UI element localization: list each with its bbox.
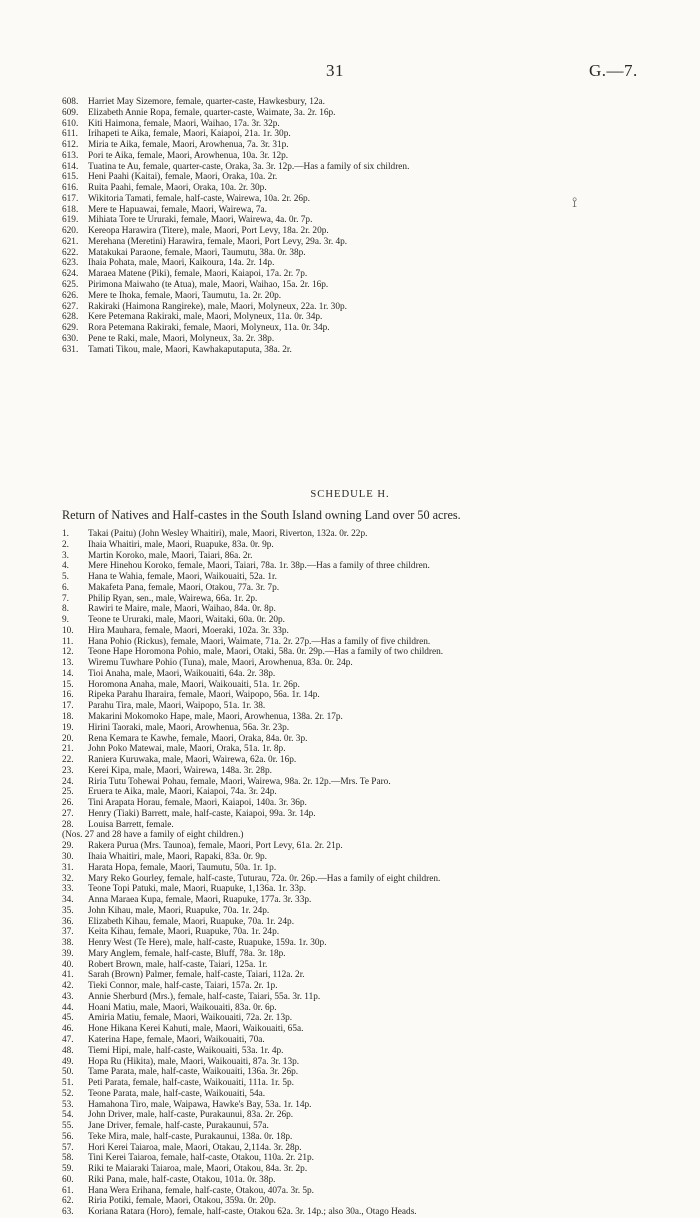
entry-text: Mary Reko Gourley, female, half-caste, Tuturau, 72a. 0r. 26p.—Has a family of eight children. (88, 873, 441, 884)
first-entry-list (62, 97, 662, 355)
entry-text: Elizabeth Kihau, female, Maori, Ruapuke, 70a. 1r. 24p. (88, 916, 295, 927)
entry-text: Horomona Anaha, male, Maori, Waikouaiti, 51a. 1r. 26p. (88, 679, 300, 690)
list-item (62, 1143, 662, 1154)
entry-number: 630. (62, 333, 79, 344)
entry-text: Pirimona Maiwaho (te Atua), male, Maori, Waihao, 15a. 2r. 16p. (88, 280, 329, 291)
entry-text: Kerei Kipa, male, Maori, Wairewa, 148a. 3r. 28p. (88, 765, 272, 776)
entry-text: Philip Ryan, sen., male, Wairewa, 66a. 1r. 2p. (88, 593, 258, 604)
entry-text: Kereopa Harawira (Titere), male, Maori, Port Levy, 18a. 2r. 20p. (88, 226, 329, 237)
list-item (62, 1196, 662, 1207)
entry-number: 29. (62, 841, 74, 852)
entry-text: John Driver, male, half-caste, Purakaunui, 83a. 2r. 26p. (88, 1110, 294, 1121)
schedule-heading: SCHEDULE H. (310, 489, 390, 500)
entry-number: 24. (62, 776, 74, 787)
list-item (62, 874, 662, 885)
list-item (62, 172, 662, 183)
list-item (62, 119, 662, 130)
entry-number: 41. (62, 970, 74, 981)
list-item (62, 766, 662, 777)
entry-text: Hana te Wahia, female, Maori, Waikouaiti, 52a. 1r. (88, 572, 277, 583)
entry-text: Peti Parata, female, half-caste, Waikouaiti, 111a. 1r. 5p. (88, 1078, 294, 1089)
entry-text: Mere te Hapuawai, female, Maori, Wairewa, 7a. (88, 204, 267, 215)
list-item (62, 529, 662, 540)
entry-text: Hone Hikana Kerei Kahuti, male, Maori, Waikouaiti, 65a. (88, 1024, 304, 1035)
entry-number: 31. (62, 862, 74, 873)
entry-text: Pene te Raki, male, Maori, Molyneux, 3a. 2r. 38p. (88, 333, 275, 344)
list-item (62, 1024, 662, 1035)
list-item (62, 1110, 662, 1121)
list-item (62, 680, 662, 691)
list-item (62, 626, 662, 637)
list-item (62, 312, 662, 323)
entry-number: 27. (62, 808, 74, 819)
list-item (62, 970, 662, 981)
list-item (62, 572, 662, 583)
list-item (62, 927, 662, 938)
list-item (62, 777, 662, 788)
list-item (62, 949, 662, 960)
entry-text: Harata Hopa, female, Maori, Taumutu, 50a. 1r. 1p. (88, 862, 277, 873)
entry-text: Teone Topi Patuki, male, Maori, Ruapuke, 1,136a. 1r. 33p. (88, 884, 306, 895)
entry-text: Mary Anglem, female, half-caste, Bluff, 78a. 3r. 18p. (88, 948, 286, 959)
entry-text: Raniera Kuruwaka, male, Maori, Wairewa, 62a. 0r. 16p. (88, 755, 297, 766)
entry-text: Ruita Paahi, female, Maori, Oraka, 10a. 2r. 30p. (88, 183, 267, 194)
list-item (62, 561, 662, 572)
list-item (62, 215, 662, 226)
list-item (62, 540, 662, 551)
list-item (62, 820, 662, 831)
entry-number: 627. (62, 301, 79, 312)
entry-text: Hoani Matiu, male, Maori, Waikouaiti, 83a. 0r. 6p. (88, 1002, 277, 1013)
entry-text: (Nos. 27 and 28 have a family of eight children.) (62, 830, 244, 841)
entry-text: Mihiata Tore te Ururaki, female, Maori, Wairewa, 4a. 0r. 7p. (88, 215, 313, 226)
entry-number: 608. (62, 97, 79, 107)
entry-text: Hana Pohio (Rickus), female, Maori, Waimate, 71a. 2r. 27p.—Has a family of five children. (88, 636, 431, 647)
entry-text: Jane Driver, female, half-caste, Purakaunui, 57a. (88, 1121, 269, 1132)
entry-number: 15. (62, 679, 74, 690)
entry-number: 52. (62, 1088, 74, 1099)
entry-text: Mere Hinehou Koroko, female, Maori, Taiari, 78a. 1r. 38p.—Has a family of three children. (88, 561, 430, 572)
entry-number: 40. (62, 959, 74, 970)
entry-number: 25. (62, 787, 74, 798)
entry-number: 18. (62, 712, 74, 723)
entry-number: 8. (62, 604, 69, 615)
list-item (62, 248, 662, 259)
list-item (62, 151, 662, 162)
entry-number: 609. (62, 107, 79, 118)
entry-number: 9. (62, 615, 69, 626)
entry-text: Eruera te Aika, male, Maori, Kaiapoi, 74a. 3r. 24p. (88, 787, 277, 798)
list-item (62, 1207, 662, 1218)
entry-number: 617. (62, 193, 79, 204)
entry-number: 629. (62, 323, 79, 334)
list-item (62, 1057, 662, 1068)
list-item (62, 647, 662, 658)
entry-number: 613. (62, 150, 79, 161)
entry-text: Miria te Aika, female, Maori, Arowhenua, 7a. 3r. 31p. (88, 140, 289, 151)
entry-text: Hopa Ru (Hikita), male, Maori, Waikouaiti, 87a. 3r. 13p. (88, 1056, 300, 1067)
entry-text: Amiria Matiu, female, Maori, Waikouaiti, 72a. 2r. 13p. (88, 1013, 293, 1024)
entry-text: Tiemi Hipi, male, half-caste, Waikouaiti, 53a. 1r. 4p. (88, 1045, 284, 1056)
entry-text: Wiremu Tuwhare Pohio (Tuna), male, Maori, Arowhenua, 83a. 0r. 24p. (88, 658, 353, 669)
entry-text: Hori Kerei Taiaroa, male, Maori, Otakau, 2,114a. 3r. 28p. (88, 1142, 302, 1153)
entry-text: John Poko Matewai, male, Maori, Oraka, 51a. 1r. 8p. (88, 744, 286, 755)
entry-number: 610. (62, 118, 79, 129)
entry-text: Rakiraki (Haimona Rangireke), male, Maori, Molyneux, 22a. 1r. 30p. (88, 301, 347, 312)
entry-text: Ihaia Pohata, male, Maori, Kaikoura, 14a. 2r. 14p. (88, 258, 275, 269)
list-item (62, 1153, 662, 1164)
list-item (62, 237, 662, 248)
entry-number: 1. (62, 529, 69, 539)
list-item (62, 269, 662, 280)
list-item (62, 345, 662, 356)
list-item (62, 97, 662, 108)
entry-number: 54. (62, 1110, 74, 1121)
list-item (62, 1067, 662, 1078)
entry-number: 623. (62, 258, 79, 269)
entry-text: Pori te Aika, female, Maori, Arowhenua, 10a. 3r. 12p. (88, 150, 289, 161)
entry-number: 5. (62, 572, 69, 583)
list-item (62, 701, 662, 712)
entry-text: Teone te Ururaki, male, Maori, Waitaki, 60a. 0r. 20p. (88, 615, 285, 626)
entry-number: 37. (62, 927, 74, 938)
entry-number: 61. (62, 1185, 74, 1196)
entry-number: 28. (62, 819, 74, 830)
list-item (62, 129, 662, 140)
entry-number: 36. (62, 916, 74, 927)
entry-number: 47. (62, 1034, 74, 1045)
entry-number: 3. (62, 550, 69, 561)
list-item (62, 895, 662, 906)
list-item (62, 334, 662, 345)
entry-number: 26. (62, 798, 74, 809)
list-item (62, 140, 662, 151)
entry-text: Sarah (Brown) Palmer, female, half-caste, Taiari, 112a. 2r. (88, 970, 305, 981)
list-item (62, 604, 662, 615)
entry-text: Riria Potiki, female, Maori, Otakou, 359a. 0r. 20p. (88, 1196, 276, 1207)
entry-number: 21. (62, 744, 74, 755)
entry-number: 53. (62, 1099, 74, 1110)
entry-text: Tuatina te Au, female, quarter-caste, Oraka, 3a. 3r. 12p.—Has a family of six children. (88, 161, 410, 172)
entry-text: Tamati Tikou, male, Maori, Kawhakaputaputa, 38a. 2r. (88, 344, 292, 355)
entry-text: Rora Petemana Rakiraki, female, Maori, Molyneux, 11a. 0r. 34p. (88, 323, 330, 334)
entry-text: Riria Tutu Tohewai Pohau, female, Maori, Wairewa, 98a. 2r. 12p.—Mrs. Te Paro. (88, 776, 391, 787)
entry-number: 50. (62, 1067, 74, 1078)
entry-text: Mere te Ihoka, female, Maori, Taumutu, 1a. 2r. 20p. (88, 290, 282, 301)
entry-number: 23. (62, 765, 74, 776)
margin-mark-icon: ⟟ (572, 195, 578, 211)
entry-number: 614. (62, 161, 79, 172)
entry-text: Martin Koroko, male, Maori, Taiari, 86a. 2r. (88, 550, 253, 561)
list-item (62, 658, 662, 669)
list-item (62, 637, 662, 648)
list-item (62, 1035, 662, 1046)
list-item (62, 734, 662, 745)
list-item (62, 938, 662, 949)
entry-text: Henry West (Te Here), male, half-caste, Ruapuke, 159a. 1r. 30p. (88, 938, 327, 949)
list-item (62, 1013, 662, 1024)
entry-text: Makafeta Pana, female, Maori, Otakou, 77a. 3r. 7p. (88, 582, 280, 593)
list-item (62, 787, 662, 798)
entry-text: Parahu Tira, male, Maori, Waipopo, 51a. 1r. 38. (88, 701, 266, 712)
list-item (62, 841, 662, 852)
entry-number: 42. (62, 981, 74, 992)
entry-text: Katerina Hape, female, Maori, Waikouaiti, 70a. (88, 1034, 265, 1045)
list-item (62, 1078, 662, 1089)
entry-text: Tame Parata, male, half-caste, Waikouaiti, 136a. 3r. 26p. (88, 1067, 299, 1078)
return-heading: Return of Natives and Half-castes in the South Island owning Land over 50 acres. (62, 508, 461, 522)
entry-number: 615. (62, 172, 79, 183)
entry-number: 612. (62, 140, 79, 151)
entry-text: Ihaia Whaitiri, male, Maori, Ruapuke, 83a. 0r. 9p. (88, 539, 274, 550)
list-item (62, 1003, 662, 1014)
entry-text: John Kihau, male, Maori, Ruapuke, 70a. 1r. 24p. (88, 905, 270, 916)
list-item (62, 1186, 662, 1197)
entry-number: 622. (62, 247, 79, 258)
entry-text: Tini Kerei Taiaroa, female, half-caste, Otakou, 110a. 2r. 21p. (88, 1153, 314, 1164)
list-item (62, 1164, 662, 1175)
entry-number: 4. (62, 561, 69, 572)
entry-text: Harriet May Sizemore, female, quarter-caste, Hawkesbury, 12a. (88, 97, 325, 107)
entry-number: 16. (62, 690, 74, 701)
list-item (62, 551, 662, 562)
entry-text: Tioi Anaha, male, Maori, Waikouaiti, 64a. 2r. 38p. (88, 668, 276, 679)
entry-text: Wikitoria Tamati, female, half-caste, Wairewa, 10a. 2r. 26p. (88, 193, 310, 204)
list-item (62, 830, 662, 841)
entry-text: Hirini Taoraki, male, Maori, Arowhenua, 56a. 3r. 23p. (88, 722, 290, 733)
list-item (62, 615, 662, 626)
list-item (62, 981, 662, 992)
list-item (62, 594, 662, 605)
list-item (62, 960, 662, 971)
entry-text: Hamahona Tiro, male, Waipawa, Hawke's Bay, 53a. 1r. 14p. (88, 1099, 312, 1110)
list-item (62, 1089, 662, 1100)
entry-text: Tini Arapata Horau, female, Maori, Kaiapoi, 140a. 3r. 36p. (88, 798, 307, 809)
entry-number: 48. (62, 1045, 74, 1056)
entry-text: Rena Kemara te Kawhe, female, Maori, Oraka, 84a. 0r. 3p. (88, 733, 308, 744)
list-item (62, 1132, 662, 1143)
entry-text: Kiti Haimona, female, Maori, Waihao, 17a. 3r. 32p. (88, 118, 280, 129)
entry-number: 45. (62, 1013, 74, 1024)
list-item (62, 302, 662, 313)
entry-number: 51. (62, 1078, 74, 1089)
entry-number: 631. (62, 344, 79, 355)
entry-number: 619. (62, 215, 79, 226)
entry-number: 19. (62, 722, 74, 733)
list-item (62, 917, 662, 928)
entry-number: 14. (62, 668, 74, 679)
list-item (62, 1121, 662, 1132)
list-item (62, 712, 662, 723)
entry-number: 39. (62, 948, 74, 959)
entry-text: Henry (Tiaki) Barrett, male, half-caste, Kaiapoi, 99a. 3r. 14p. (88, 808, 316, 819)
entry-number: 32. (62, 873, 74, 884)
list-item (62, 1175, 662, 1186)
entry-text: Matakukai Paraone, female, Maori, Taumutu, 38a. 0r. 38p. (88, 247, 306, 258)
list-item (62, 1100, 662, 1111)
list-item (62, 755, 662, 766)
list-item (62, 226, 662, 237)
list-item (62, 906, 662, 917)
entry-number: 621. (62, 236, 79, 247)
entry-text: Heni Paahi (Kaitai), female, Maori, Oraka, 10a. 2r. (88, 172, 278, 183)
entry-text: Robert Brown, male, half-caste, Taiari, 125a. 1r. (88, 959, 268, 970)
entry-number: 624. (62, 269, 79, 280)
entry-text: Makarini Mokomoko Hape, male, Maori, Arowhenua, 138a. 2r. 17p. (88, 712, 343, 723)
entry-text: Elizabeth Annie Ropa, female, quarter-caste, Waimate, 3a. 2r. 16p. (88, 107, 336, 118)
entry-number: 43. (62, 991, 74, 1002)
entry-text: Ripeka Parahu Iharaira, female, Maori, Waipopo, 56a. 1r. 14p. (88, 690, 320, 701)
entry-number: 13. (62, 658, 74, 669)
entry-text: Riki Pana, male, half-caste, Otakou, 101a. 0r. 38p. (88, 1174, 276, 1185)
list-item (62, 183, 662, 194)
entry-number: 10. (62, 625, 74, 636)
entry-text: Keita Kihau, female, Maori, Ruapuke, 70a. 1r. 24p. (88, 927, 280, 938)
list-item (62, 798, 662, 809)
entry-number: 60. (62, 1174, 74, 1185)
list-item (62, 323, 662, 334)
entry-text: Riki te Maiaraki Taiaroa, male, Maori, Otakou, 84a. 3r. 2p. (88, 1164, 308, 1175)
list-item (62, 108, 662, 119)
list-item (62, 583, 662, 594)
entry-number: 17. (62, 701, 74, 712)
entry-number: 63. (62, 1207, 74, 1218)
list-item (62, 744, 662, 755)
entry-number: 46. (62, 1024, 74, 1035)
list-item (62, 723, 662, 734)
entry-number: 12. (62, 647, 74, 658)
entry-text: Louisa Barrett, female. (88, 819, 174, 830)
list-item (62, 863, 662, 874)
entry-text: Merehana (Meretini) Harawira, female, Maori, Port Levy, 29a. 3r. 4p. (88, 236, 348, 247)
entry-text: Ihaia Whaitiri, male, Maori, Rapaki, 83a. 0r. 9p. (88, 851, 268, 862)
entry-text: Tieki Connor, male, half-caste, Taiari, 157a. 2r. 1p. (88, 981, 278, 992)
entry-number: 62. (62, 1196, 74, 1207)
entry-number: 620. (62, 226, 79, 237)
entry-text: Hana Wera Erihana, female, half-caste, Otakou, 407a. 3r. 5p. (88, 1185, 314, 1196)
entry-number: 625. (62, 280, 79, 291)
schedule-h-entry-list (62, 529, 662, 1218)
entry-number: 30. (62, 851, 74, 862)
entry-number: 616. (62, 183, 79, 194)
entry-number: 35. (62, 905, 74, 916)
entry-number: 49. (62, 1056, 74, 1067)
entry-number: 56. (62, 1131, 74, 1142)
entry-number: 55. (62, 1121, 74, 1132)
entry-number: 59. (62, 1164, 74, 1175)
page-number: 31 (326, 61, 344, 80)
document-reference: G.—7. (589, 61, 638, 80)
entry-number: 618. (62, 204, 79, 215)
entry-text: Maraea Matene (Piki), female, Maori, Kaiapoi, 17a. 2r. 7p. (88, 269, 308, 280)
list-item (62, 162, 662, 173)
entry-number: 57. (62, 1142, 74, 1153)
entry-text: Takai (Paitu) (John Wesley Whaitiri), male, Maori, Riverton, 132a. 0r. 22p. (88, 529, 368, 539)
entry-number: 11. (62, 636, 74, 647)
entry-text: Hira Mauhara, female, Maori, Moeraki, 102a. 3r. 33p. (88, 625, 289, 636)
entry-text: Anna Maraea Kupa, female, Maori, Ruapuke, 177a. 3r. 33p. (88, 895, 312, 906)
list-item (62, 690, 662, 701)
entry-number: 628. (62, 312, 79, 323)
entry-number: 58. (62, 1153, 74, 1164)
list-item (62, 258, 662, 269)
entry-text: Rakera Purua (Mrs. Taunoa), female, Maori, Port Levy, 61a. 2r. 21p. (88, 841, 343, 852)
entry-number: 626. (62, 290, 79, 301)
entry-number: 7. (62, 593, 69, 604)
list-item (62, 291, 662, 302)
entry-number: 20. (62, 733, 74, 744)
entry-number: 34. (62, 895, 74, 906)
entry-number: 44. (62, 1002, 74, 1013)
list-item (62, 1046, 662, 1057)
entry-number: 2. (62, 539, 69, 550)
list-item (62, 809, 662, 820)
list-item (62, 992, 662, 1003)
entry-text: Teone Parata, male, half-caste, Waikouaiti, 54a. (88, 1088, 266, 1099)
entry-text: Teke Mira, male, half-caste, Purakaunui, 138a. 0r. 18p. (88, 1131, 293, 1142)
entry-number: 6. (62, 582, 69, 593)
list-item (62, 884, 662, 895)
entry-text: Teone Hape Horomona Pohio, male, Maori, Otaki, 58a. 0r. 29p.—Has a family of two children. (88, 647, 444, 658)
list-item (62, 280, 662, 291)
entry-number: 33. (62, 884, 74, 895)
list-item (62, 669, 662, 680)
entry-text: Irihapeti te Aika, female, Maori, Kaiapoi, 21a. 1r. 30p. (88, 129, 291, 140)
entry-text: Rawiri te Maire, male, Maori, Waihao, 84a. 0r. 8p. (88, 604, 276, 615)
entry-text: Kere Petemana Rakiraki, male, Maori, Molyneux, 11a. 0r. 34p. (88, 312, 323, 323)
entry-number: 611. (62, 129, 78, 140)
list-item (62, 852, 662, 863)
entry-number: 22. (62, 755, 74, 766)
entry-text: Koriana Ratara (Horo), female, half-caste, Otakou 62a. 3r. 14p.; also 30a., Otago Heads. (88, 1207, 417, 1218)
entry-number: 38. (62, 938, 74, 949)
entry-text: Annie Sherburd (Mrs.), female, half-caste, Taiari, 55a. 3r. 11p. (88, 991, 321, 1002)
